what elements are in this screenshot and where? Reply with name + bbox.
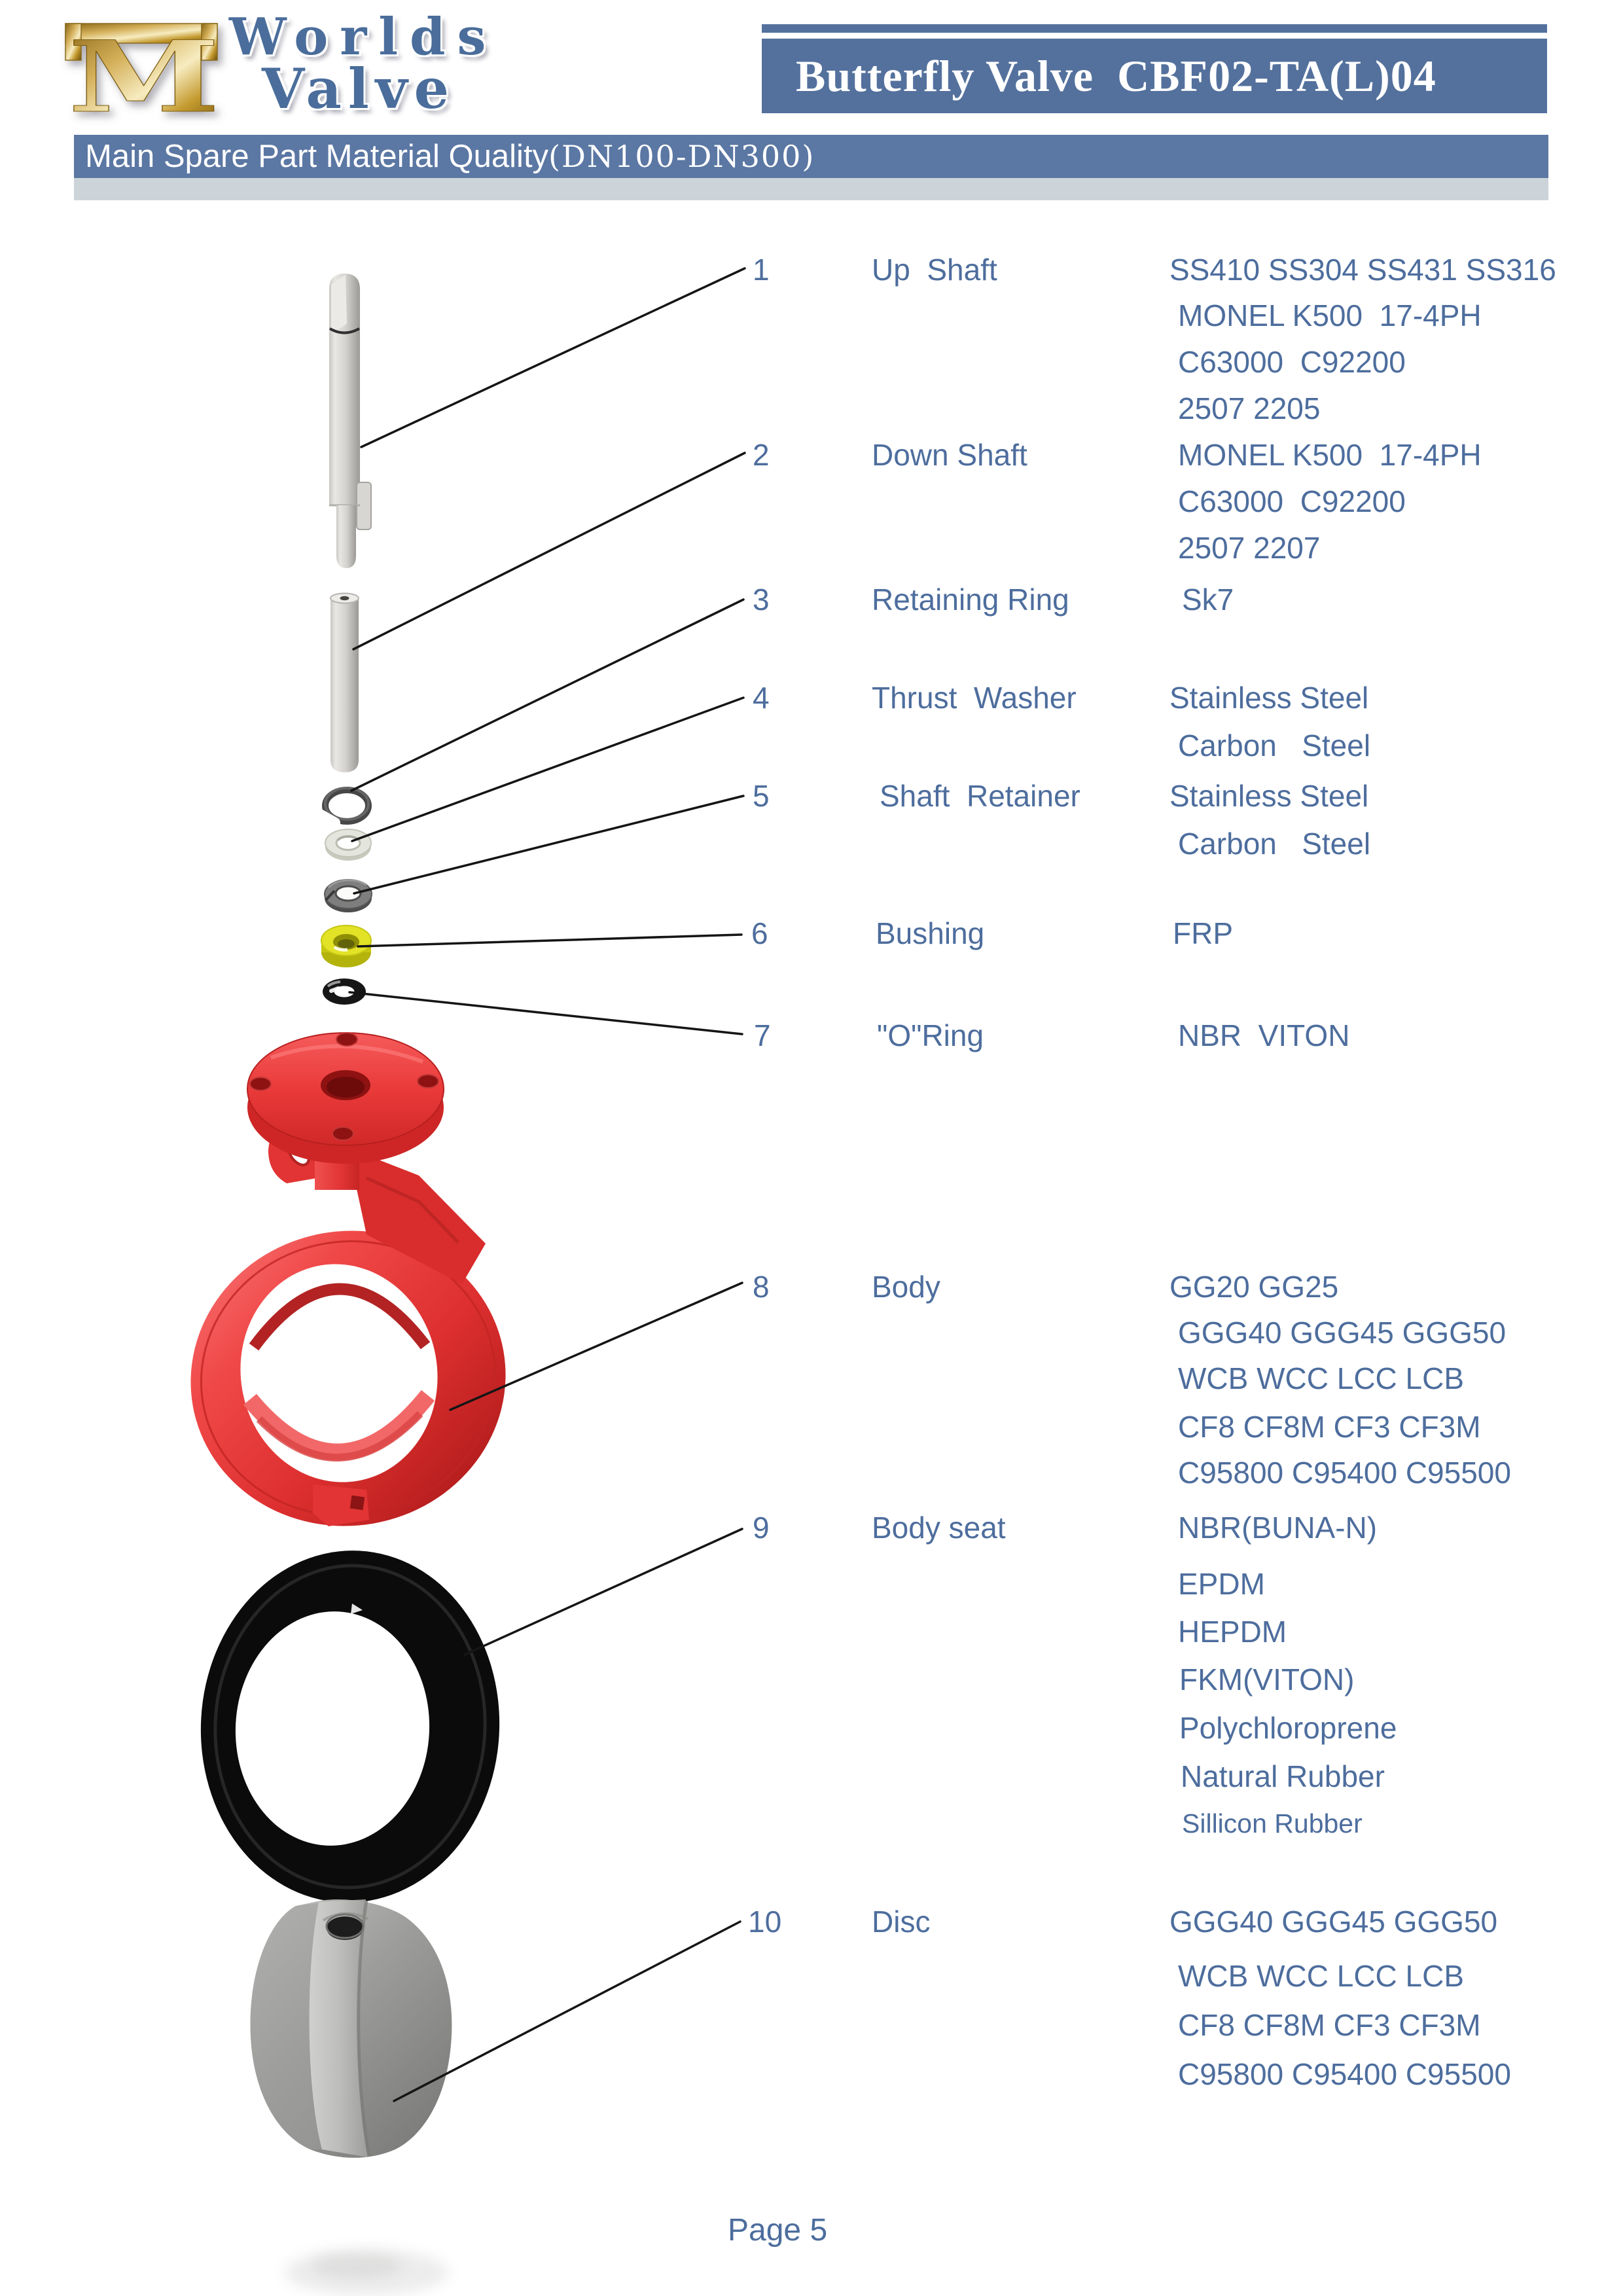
part-name: Body (872, 1270, 940, 1304)
part-number: 9 (753, 1511, 770, 1545)
part-material: 2507 2205 (1178, 391, 1321, 425)
leader-line-2 (353, 453, 745, 649)
title-top-rule (762, 24, 1547, 33)
part-number: 8 (753, 1270, 770, 1304)
part-material: Polychloroprene (1179, 1711, 1397, 1745)
section-dn-range: (DN100-DN300) (548, 139, 815, 174)
part-material: NBR VITON (1178, 1018, 1350, 1052)
up-shaft-illustration (329, 274, 371, 568)
part-material: Carbon Steel (1178, 728, 1371, 762)
part-material: FRP (1173, 916, 1233, 950)
part-material: Sillicon Rubber (1182, 1808, 1363, 1839)
part-name: Body seat (872, 1511, 1006, 1545)
part-name: Disc (872, 1905, 931, 1939)
leader-line-7 (349, 992, 742, 1034)
product-title-box (762, 39, 1547, 113)
product-title: Butterfly Valve CBF02-TA(L)04 (796, 50, 1436, 101)
body-seat-illustration (192, 1543, 508, 1910)
part-material: FKM(VITON) (1179, 1662, 1355, 1696)
part-number: 2 (753, 438, 770, 472)
part-material: Carbon Steel (1178, 827, 1371, 861)
leader-line-6 (358, 935, 741, 946)
part-name: Bushing (876, 916, 985, 950)
part-material: MONEL K500 17-4PH (1178, 438, 1482, 472)
part-material: Stainless Steel (1169, 779, 1369, 813)
part-number: 10 (748, 1905, 782, 1939)
thrust-washer-illustration (325, 829, 371, 861)
o-ring-illustration (323, 978, 366, 1005)
part-material: SS410 SS304 SS431 SS316 (1169, 253, 1556, 287)
page-number: Page 5 (728, 2213, 828, 2248)
part-material: C95800 C95400 C95500 (1178, 2057, 1511, 2091)
part-material: 2507 2207 (1178, 531, 1321, 565)
part-number: 4 (753, 681, 770, 715)
disc-illustration (250, 1899, 452, 2296)
part-material: CF8 CF8M CF3 CF3M (1178, 1410, 1481, 1444)
leader-line-3 (351, 600, 743, 791)
section-header-bar (74, 135, 1548, 178)
retaining-ring-illustration (320, 788, 368, 823)
body-illustration (168, 1033, 529, 1551)
part-material: NBR(BUNA-N) (1178, 1511, 1378, 1545)
part-material: CF8 CF8M CF3 CF3M (1178, 2008, 1481, 2042)
part-name: Retaining Ring (872, 583, 1069, 617)
part-name: Thrust Washer (872, 681, 1077, 715)
part-material: GG20 GG25 (1169, 1270, 1339, 1304)
leader-line-9 (465, 1529, 742, 1655)
part-number: 7 (754, 1018, 771, 1052)
part-number: 6 (751, 916, 768, 950)
shaft-retainer-illustration (325, 880, 372, 912)
part-material: WCB WCC LCC LCB (1178, 1959, 1465, 1993)
logo-word-valve: Valve (262, 56, 456, 121)
part-material: C63000 C92200 (1178, 345, 1406, 379)
part-material: MONEL K500 17-4PH (1178, 298, 1482, 332)
leader-line-5 (354, 796, 743, 893)
part-name: Shaft Retainer (880, 779, 1080, 813)
part-name: Down Shaft (872, 438, 1027, 472)
part-name: Up Shaft (872, 253, 997, 287)
part-material: HEPDM (1178, 1615, 1287, 1649)
part-number: 5 (753, 779, 770, 813)
part-material: C63000 C92200 (1178, 484, 1406, 518)
part-name: "O"Ring (877, 1018, 984, 1052)
part-material: C95800 C95400 C95500 (1178, 1456, 1511, 1490)
part-material: GGG40 GGG45 GGG50 (1178, 1316, 1507, 1350)
header-underline-bar (74, 178, 1548, 200)
logo-word-worlds: Worlds (229, 7, 498, 67)
tm-monogram-logo (65, 20, 220, 135)
part-number: 1 (753, 253, 770, 287)
leader-line-1 (361, 268, 745, 447)
svg-text:M: M (68, 20, 221, 135)
part-material: GGG40 GGG45 GGG50 (1169, 1905, 1498, 1939)
down-shaft-illustration (330, 594, 359, 773)
part-material: Stainless Steel (1169, 681, 1369, 715)
part-material: WCB WCC LCC LCB (1178, 1361, 1465, 1395)
part-material: EPDM (1178, 1567, 1265, 1601)
part-material: Natural Rubber (1181, 1759, 1385, 1793)
section-title: Main Spare Part Material Quality (85, 139, 549, 174)
part-number: 3 (753, 583, 770, 617)
part-material: Sk7 (1182, 583, 1234, 617)
leader-line-4 (352, 698, 743, 841)
